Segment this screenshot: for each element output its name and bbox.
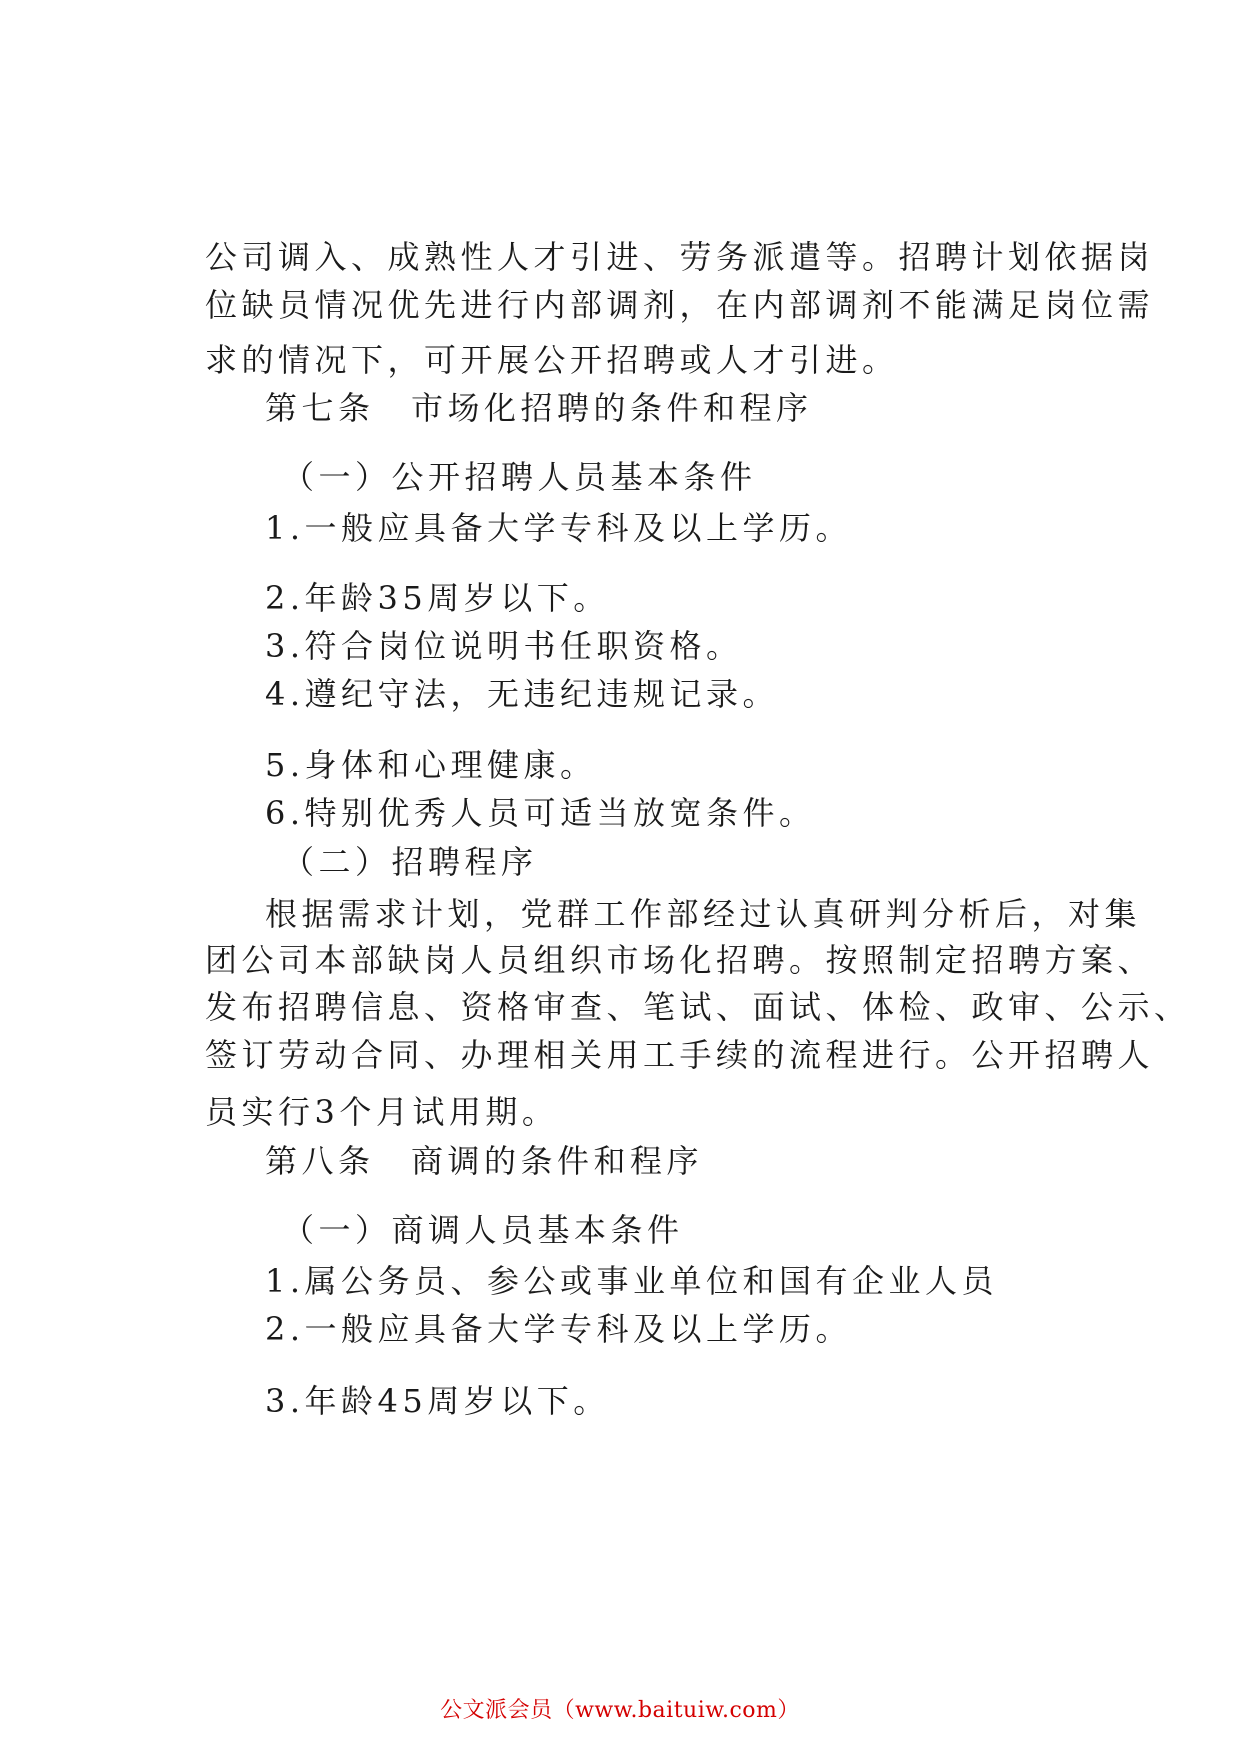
section-heading: （二）招聘程序 <box>282 843 538 881</box>
list-item: 4.遵纪守法，无违纪违规记录。 <box>265 675 780 713</box>
paragraph-line: 员实行3个月试用期。 <box>205 1093 559 1131</box>
paragraph-line: 位缺员情况优先进行内部调剂，在内部调剂不能满足岗位需 <box>205 286 1155 324</box>
footer-watermark: 公文派会员（www.baituiw.com） <box>440 1698 800 1723</box>
list-item: 3.符合岗位说明书任职资格。 <box>265 627 743 665</box>
paragraph-line: 公司调入、成熟性人才引进、劳务派遣等。招聘计划依据岗 <box>205 238 1155 276</box>
paragraph-line: 签订劳动合同、办理相关用工手续的流程进行。公开招聘人 <box>205 1036 1155 1074</box>
list-item: 1.属公务员、参公或事业单位和国有企业人员 <box>265 1262 999 1300</box>
section-heading: （一）商调人员基本条件 <box>282 1211 684 1249</box>
article-heading: 第八条 商调的条件和程序 <box>265 1142 704 1180</box>
paragraph-line: 根据需求计划，党群工作部经过认真研判分析后，对集 <box>265 895 1142 933</box>
list-item: 6.特别优秀人员可适当放宽条件。 <box>265 794 816 832</box>
list-item: 2.一般应具备大学专科及以上学历。 <box>265 1310 853 1348</box>
list-item: 2.年龄35周岁以下。 <box>265 579 610 617</box>
article-heading: 第七条 市场化招聘的条件和程序 <box>265 389 813 427</box>
paragraph-line: 发布招聘信息、资格审查、笔试、面试、体检、政审、公示、 <box>205 988 1191 1026</box>
paragraph-line: 团公司本部缺岗人员组织市场化招聘。按照制定招聘方案、 <box>205 941 1155 979</box>
section-heading: （一）公开招聘人员基本条件 <box>282 458 757 496</box>
list-item: 1.一般应具备大学专科及以上学历。 <box>265 509 853 547</box>
list-item: 5.身体和心理健康。 <box>265 746 597 784</box>
list-item: 3.年龄45周岁以下。 <box>265 1382 610 1420</box>
paragraph-line: 求的情况下，可开展公开招聘或人才引进。 <box>205 341 899 379</box>
